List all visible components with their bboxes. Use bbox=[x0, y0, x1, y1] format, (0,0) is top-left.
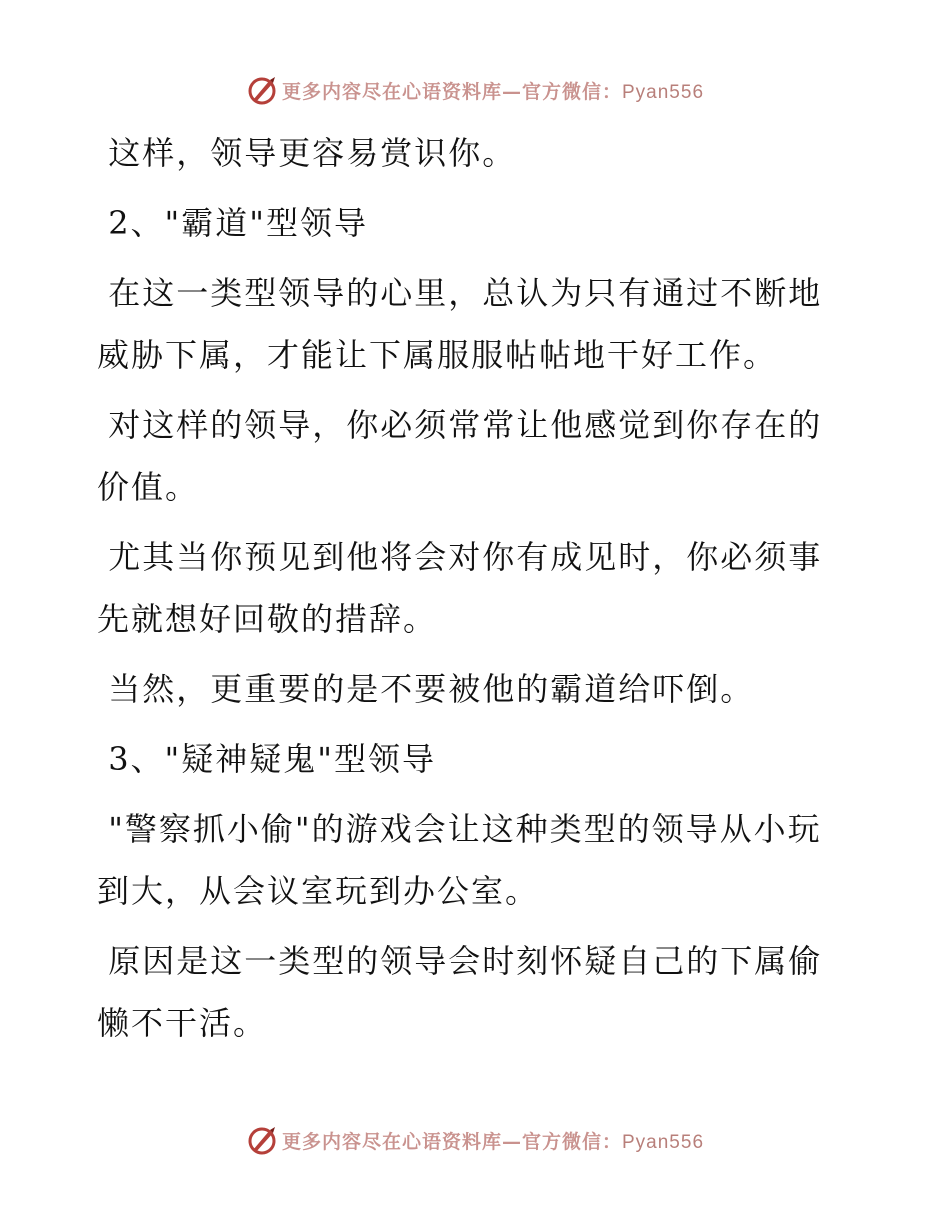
document-body bbox=[97, 122, 837, 1062]
watermark-text: 更多内容尽在心语资料库—官方微信：Pyan556 bbox=[281, 80, 705, 103]
quill-pen-circle-icon bbox=[246, 1124, 278, 1156]
paragraph: 这样，领导更容易赏识你。 bbox=[108, 134, 517, 172]
watermark-text: 更多内容尽在心语资料库—官方微信：Pyan556 bbox=[281, 1130, 705, 1153]
paragraph: 尤其当你预见到他将会对你有成见时，你必须事先就想好回敬的措辞。 bbox=[97, 538, 823, 638]
header-watermark bbox=[0, 70, 950, 110]
paragraph: 在这一类型领导的心里，总认为只有通过不断地威胁下属，才能让下属服服帖帖地干好工作。 bbox=[97, 274, 823, 374]
paragraph: 原因是这一类型的领导会时刻怀疑自己的下属偷懒不干活。 bbox=[97, 942, 823, 1042]
footer-watermark bbox=[0, 1120, 950, 1160]
paragraph: 当然，更重要的是不要被他的霸道给吓倒。 bbox=[108, 670, 755, 708]
paragraph: "警察抓小偷"的游戏会让这种类型的领导从小玩到大，从会议室玩到办公室。 bbox=[97, 810, 822, 910]
section-heading: 2、"霸道"型领导 bbox=[108, 204, 368, 242]
paragraph: 对这样的领导，你必须常常让他感觉到你存在的价值。 bbox=[97, 406, 823, 506]
section-heading: 3、"疑神疑鬼"型领导 bbox=[108, 740, 436, 778]
quill-pen-circle-icon bbox=[246, 74, 278, 106]
